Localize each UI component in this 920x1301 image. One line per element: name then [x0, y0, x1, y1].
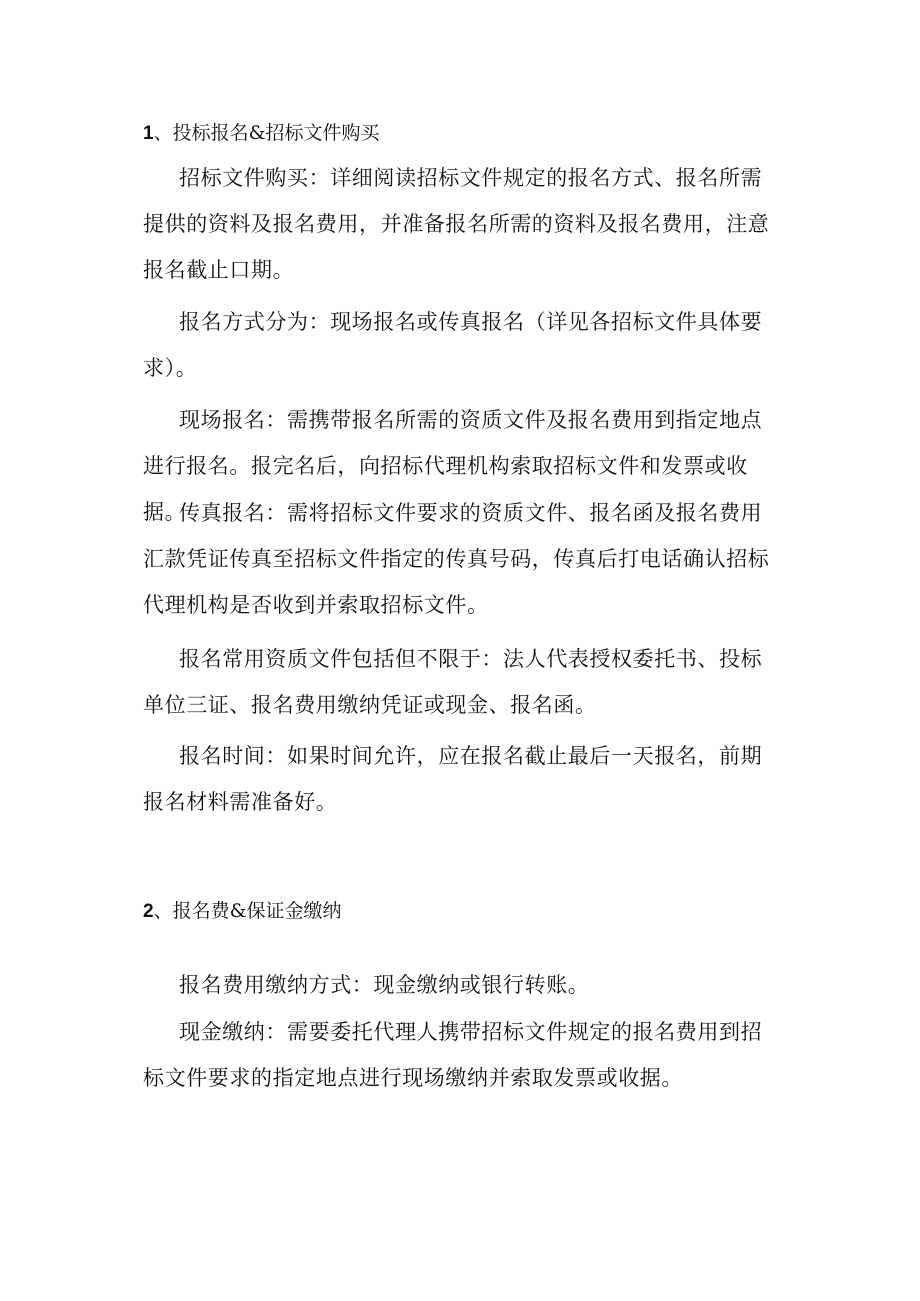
- paragraph-purchase: 招标文件购买：详细阅读招标文件规定的报名方式、报名所需提供的资料及报名费用，并准备报名所需的资料及报名费用，注意报名截止口期。: [143, 166, 770, 282]
- section-2-heading: [143, 898, 342, 925]
- section-2-number: 2: [143, 901, 154, 922]
- section-1-title: 、投标报名&招标文件购买: [153, 122, 380, 144]
- paragraph-onsite-registration: 现场报名：需携带报名所需的资质文件及报名费用到指定地点进行报名。报完名后，向招标代理机构索取招标文件和发票或收据。: [143, 408, 763, 524]
- section-2-title: 、报名费&保证金缴纳: [153, 900, 342, 922]
- section-1-heading: [143, 120, 380, 147]
- paragraph-fax-registration: 传真报名：需将招标文件要求的资质文件、报名函及报名费用汇款凭证传真至招标文件指定的传真号码，传真后打电话确认招标代理机构是否收到并索取招标文件。: [143, 501, 770, 617]
- section-1-number: 1: [143, 123, 154, 144]
- paragraph-qualification-documents: 报名常用资质文件包括但不限于：法人代表授权委托书、投标单位三证、报名费用缴纳凭证或现金、报名函。: [143, 647, 763, 717]
- paragraph-cash-payment: 现金缴纳：需要委托代理人携带招标文件规定的报名费用到招标文件要求的指定地点进行现场缴纳并索取发票或收据。: [143, 1020, 763, 1090]
- paragraph-payment-methods: 报名费用缴纳方式：现金缴纳或银行转账。: [179, 973, 590, 997]
- paragraph-registration-methods: 报名方式分为：现场报名或传真报名（详见各招标文件具体要求）。: [143, 310, 763, 380]
- paragraph-registration-time: 报名时间：如果时间允许，应在报名截止最后一天报名，前期报名材料需准备好。: [143, 744, 763, 814]
